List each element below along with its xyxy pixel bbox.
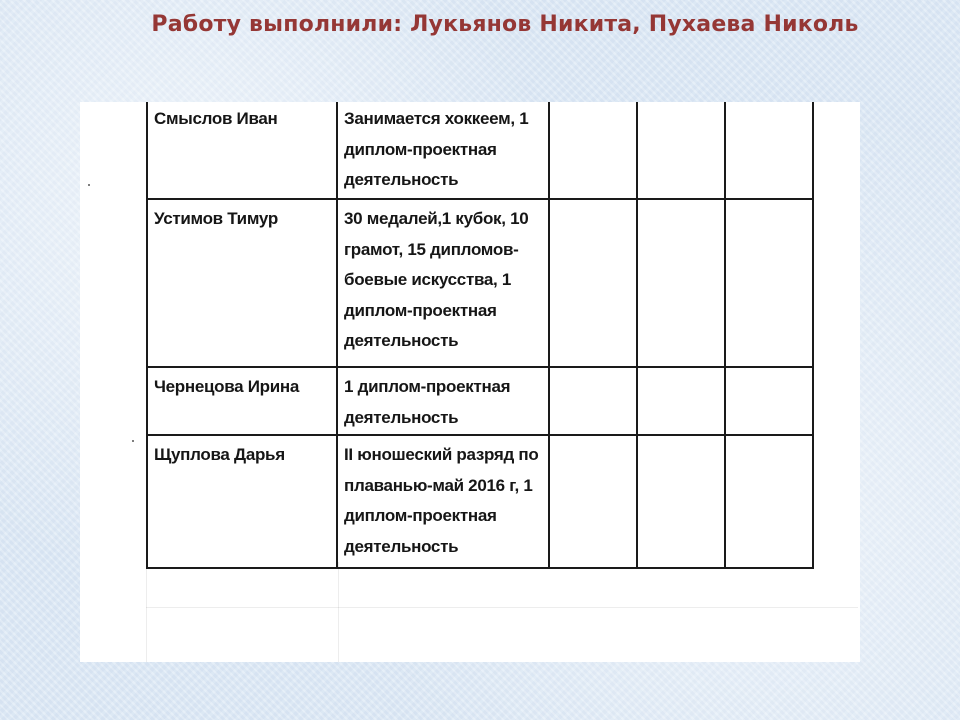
- table-row: [147, 102, 813, 199]
- empty-cell: [549, 199, 637, 367]
- empty-cell: [725, 435, 813, 568]
- empty-cell: [637, 102, 725, 199]
- student-name-cell: Щуплова Дарья: [147, 435, 337, 568]
- empty-cell: [549, 367, 637, 435]
- student-name-cell: Чернецова Ирина: [147, 367, 337, 435]
- student-name-cell: Смыслов Иван: [147, 102, 337, 199]
- empty-cell: [637, 435, 725, 568]
- achievements-table: [146, 102, 814, 569]
- table-row: [147, 367, 813, 435]
- achievements-cell: Занимается хоккеем, 1 диплом-проектная деятельность: [337, 102, 549, 199]
- achievements-cell: 1 диплом-проектная деятельность: [337, 367, 549, 435]
- scan-speck: [132, 440, 134, 442]
- table-row: [147, 435, 813, 568]
- achievements-cell: 30 медалей,1 кубок, 10 грамот, 15 дипломов-боевые искусства, 1 диплом-проектная деятельность: [337, 199, 549, 367]
- empty-cell: [549, 435, 637, 568]
- empty-cell: [725, 199, 813, 367]
- scan-speck: [88, 184, 90, 186]
- show-through-line: [146, 562, 147, 662]
- empty-cell: [637, 199, 725, 367]
- student-name-cell: Устимов Тимур: [147, 199, 337, 367]
- empty-cell: [637, 367, 725, 435]
- achievements-cell: II юношеский разряд по плаванью-май 2016 г, 1 диплом-проектная деятельность: [337, 435, 549, 568]
- table-row: [147, 199, 813, 367]
- show-through-line: [146, 607, 858, 608]
- empty-cell: [725, 102, 813, 199]
- empty-cell: [549, 102, 637, 199]
- empty-cell: [725, 367, 813, 435]
- scanned-document: [80, 102, 860, 662]
- slide-title: Работу выполнили: Лукьянов Никита, Пухаева Николь: [151, 12, 859, 37]
- show-through-line: [338, 562, 339, 662]
